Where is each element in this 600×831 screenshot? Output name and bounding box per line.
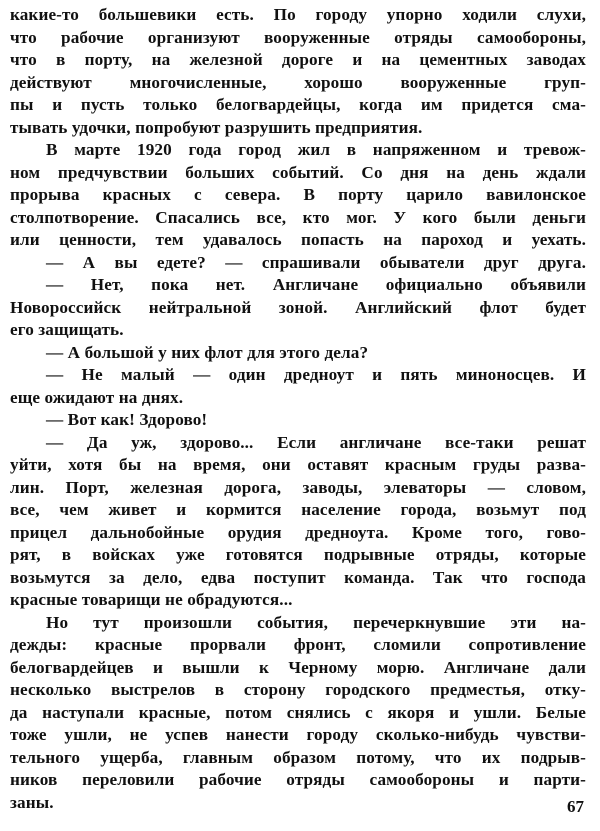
text-line: все, чем живет и кормится население города, возьмут под <box>10 500 586 519</box>
text-line: тоже ушли, не успев нанести городу сколько-нибудь чувстви- <box>10 725 586 744</box>
text-line: — А вы едете? — спрашивали обыватели друг друга. <box>46 252 586 272</box>
text-line: лин. Порт, железная дорога, заводы, элеваторы — словом, <box>10 477 586 497</box>
text-line: ном предчувствии больших событий. Со дня на день ждали <box>10 162 586 182</box>
text-line: — Не малый — один дредноут и пять миноносцев. И <box>46 365 586 384</box>
text-line: его защищать. <box>10 320 124 339</box>
text-line: красные товарищи не обрадуются... <box>10 590 293 609</box>
text-line: — Да уж, здорово... Если англичане все-таки решат <box>46 432 586 452</box>
text-line: или ценности, тем удавалось попасть на пароход и уехать. <box>10 230 586 249</box>
text-line: какие-то большевики есть. По городу упорно ходили слухи, <box>10 5 586 24</box>
text-line: пы и пусть только белогвардейцы, когда им придется сма- <box>10 95 586 114</box>
text-line: тельного ущерба, главным образом потому, что их подрыв- <box>10 747 586 767</box>
text-line: — Вот как! Здорово! <box>46 410 208 429</box>
text-line: да наступали красные, потом снялись с якоря и ушли. Белые <box>10 702 586 722</box>
text-line: еще ожидают на днях. <box>10 387 184 407</box>
text-line: — Нет, пока нет. Англичане официально объявили <box>46 275 586 294</box>
text-line: ников переловили рабочие отряды самообороны и парти- <box>10 770 586 789</box>
text-line: возьмутся за дело, едва поступит команда. Так что господа <box>10 567 586 587</box>
text-line: дежды: красные прорвали фронт, сломили сопротивление <box>10 635 586 654</box>
text-line: заны. <box>10 792 54 812</box>
text-line: Но тут произошли события, перечеркнувшие эти на- <box>46 612 586 632</box>
text-line: что рабочие организуют вооруженные отряды самообороны, <box>10 27 586 47</box>
text-line: что в порту, на железной дороге и на цементных заводах <box>10 50 586 69</box>
text-line: несколько выстрелов в сторону городского предместья, отку- <box>10 680 586 699</box>
text-line: уйти, хотя бы на время, они оставят красным груды разва- <box>10 455 586 474</box>
text-line: Новороссийск нейтральной зоной. Английский флот будет <box>10 297 586 317</box>
text-line: прорыва красных с севера. В порту царило вавилонское <box>10 185 586 204</box>
text-line: прицел дальнобойные орудия дредноута. Кроме того, гово- <box>10 522 586 542</box>
text-line: В марте 1920 года город жил в напряженном и тревож- <box>46 140 586 159</box>
text-line: столпотворение. Спасались все, кто мог. У кого были деньги <box>10 207 586 227</box>
text-line: рят, в войсках уже готовятся подрывные отряды, которые <box>10 545 586 564</box>
text-line: белогвардейцев и вышли к Черному морю. Англичане дали <box>10 657 586 677</box>
body-text <box>10 4 586 814</box>
page-number: 67 <box>567 797 584 816</box>
text-line: тывать удочки, попробуют разрушить предприятия. <box>10 117 423 137</box>
text-line: действуют многочисленные, хорошо вооруженные груп- <box>10 72 586 92</box>
text-line: — А большой у них флот для этого дела? <box>46 342 369 362</box>
